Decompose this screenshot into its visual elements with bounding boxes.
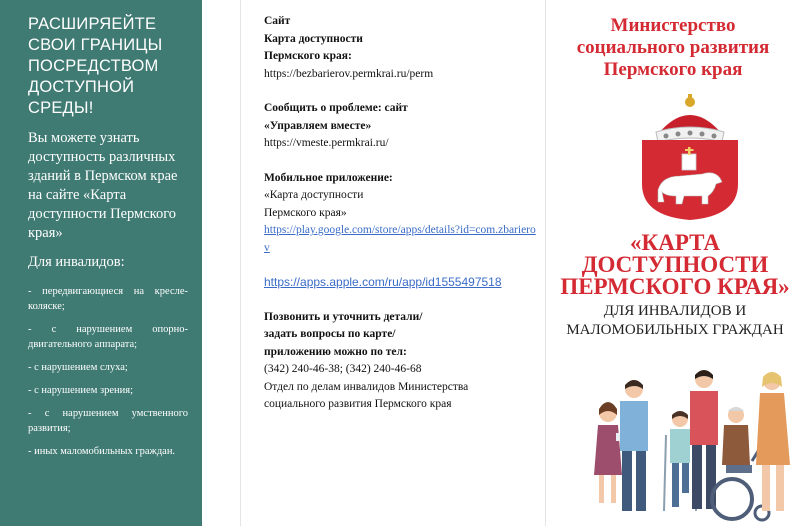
department-name: Отдел по делам инвалидов Министерства [264,380,469,393]
site-title: Карта доступности [264,32,363,45]
disability-list [28,284,192,459]
app-block [264,170,539,258]
contacts-column [264,13,539,431]
ministry-line: социального развития [576,37,770,58]
report-title: «Управляем вместе» [264,119,372,132]
site-title: Пермского края: [264,50,352,62]
site-title: Сайт [264,15,291,27]
list-item: - иных маломобильных граждан. [28,444,192,459]
report-block [264,100,539,153]
map-title-line: ДОСТУПНОСТИ [581,252,769,277]
panel-heading: РАСШИРЯЕЙТЕ СВОИ ГРАНИЦЫ ПОСРЕДСТВОМ ДОСТУПНОЙ СРЕДЫ! [28,15,163,117]
ministry-line: Министерство [610,15,736,36]
google-play-link[interactable]: https://play.google.com/store/apps/details?id=com.zbarierov [264,224,536,254]
map-title-line: «КАРТА [630,230,720,255]
audience-subtitle [546,302,800,340]
list-item: - с нарушением зрения; [28,383,192,398]
map-title [546,232,800,298]
site-url[interactable]: https://bezbarierov.permkrai.ru/perm [264,67,434,80]
report-title: Сообщить о проблеме: сайт [264,102,408,114]
call-block [264,309,539,414]
list-item: - с нарушением опорно-двигательного аппарата; [28,322,192,352]
disabled-title: Для инвалидов: [28,254,125,270]
site-block [264,13,539,83]
app-name: «Карта доступности [264,189,364,201]
coat-of-arms-icon [636,92,744,222]
audience-line: МАЛОМОБИЛЬНЫХ ГРАЖДАН [566,322,784,338]
report-url[interactable]: https://vmeste.permkrai.ru/ [264,137,389,149]
list-item: - с нарушением умственного развития; [28,406,192,436]
app-name: Пермского края» [264,206,347,219]
call-title: Позвонить и уточнить детали/ [264,310,423,323]
audience-line: ДЛЯ ИНВАЛИДОВ И [603,303,747,319]
intro-text: Вы можете узнать доступность различных зданий в Пермском крае на сайте «Карта доступности Пермского края» [28,130,178,241]
list-item: - с нарушением слуха; [28,360,192,375]
list-item: - передвигающиеся на кресле-коляске; [28,284,192,314]
people-illustration [586,365,800,526]
ministry-line: Пермского края [603,59,743,80]
map-title-line: ПЕРМСКОГО КРАЯ» [560,274,790,299]
left-panel [0,0,202,526]
call-title: задать вопросы по карте/ [264,328,396,340]
app-title: Мобильное приложение: [264,171,393,184]
call-title: приложению можно по тел: [264,345,407,358]
department-name: социального развития Пермского края [264,398,452,410]
phone-numbers: (342) 240-46-38; (342) 240-46-68 [264,363,422,375]
divider [240,0,241,526]
app-store-link[interactable]: https://apps.apple.com/ru/app/id1555497518 [264,275,502,289]
ministry-title [546,15,800,81]
